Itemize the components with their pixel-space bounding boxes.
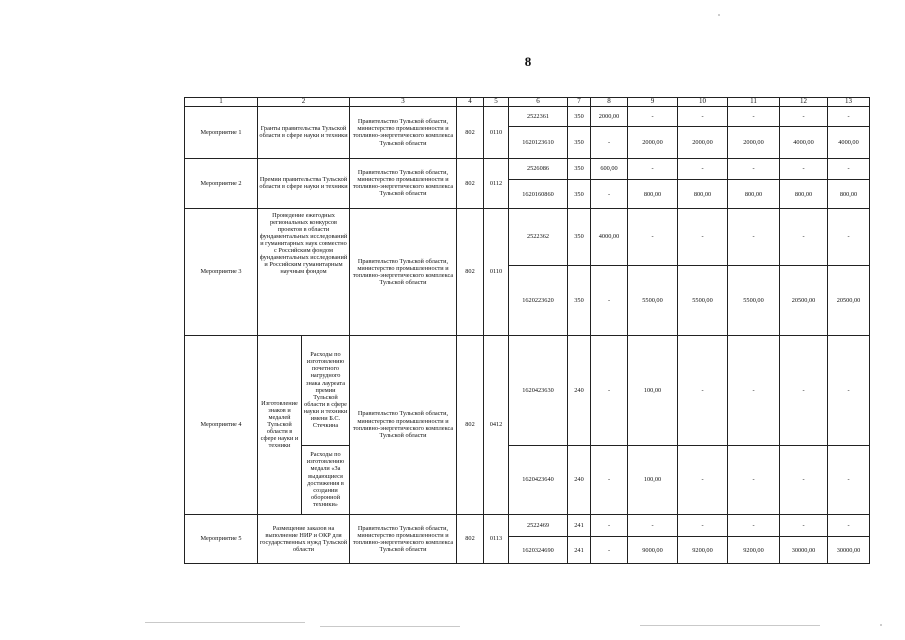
- header-cell: 9: [628, 98, 678, 107]
- header-cell: 11: [728, 98, 780, 107]
- table-row: [185, 158, 870, 180]
- code-cell: 2522362: [509, 209, 568, 266]
- event-name: Мероприятие 5: [185, 514, 258, 563]
- scan-artifact: [320, 626, 460, 627]
- value-cell: -: [678, 158, 728, 180]
- type-cell: 350: [568, 265, 591, 335]
- header-cell: 1: [185, 98, 258, 107]
- value-cell: 4000,00: [591, 209, 628, 266]
- value-cell: 600,00: [591, 158, 628, 180]
- header-cell: 10: [678, 98, 728, 107]
- col4-value: 802: [457, 209, 484, 336]
- event-subitem: Расходы по изготовлению медали «За выдающиеся достижения в создании оборонной техники»: [302, 445, 350, 514]
- budget-table: [184, 97, 870, 564]
- value-cell: 2000,00: [728, 126, 780, 158]
- event-name: Мероприятие 4: [185, 335, 258, 514]
- header-cell: 6: [509, 98, 568, 107]
- col5-value: 0110: [484, 209, 509, 336]
- value-cell: -: [828, 335, 870, 445]
- header-cell: 5: [484, 98, 509, 107]
- value-cell: -: [591, 537, 628, 564]
- code-cell: 1620324690: [509, 537, 568, 564]
- event-subitem: Расходы по изготовлению почетного нагрудного знака лауреата премии Тульской области в сфере науки и техники имени Б.С. Стечкина: [302, 335, 350, 445]
- value-cell: 4000,00: [828, 126, 870, 158]
- value-cell: 4000,00: [780, 126, 828, 158]
- value-cell: -: [728, 335, 780, 445]
- value-cell: 20500,00: [828, 265, 870, 335]
- value-cell: 800,00: [678, 180, 728, 209]
- value-cell: -: [780, 514, 828, 537]
- header-cell: 13: [828, 98, 870, 107]
- header-cell: 2: [258, 98, 350, 107]
- value-cell: -: [780, 158, 828, 180]
- executor: Правительство Тульской области, министерство промышленности и топливно-энергетического комплекса Тульской области: [350, 107, 457, 158]
- col4-value: 802: [457, 158, 484, 208]
- value-cell: -: [628, 209, 678, 266]
- event-name: Мероприятие 1: [185, 107, 258, 158]
- value-cell: 5500,00: [728, 265, 780, 335]
- value-cell: -: [591, 445, 628, 514]
- code-cell: 2526086: [509, 158, 568, 180]
- code-cell: 1620423630: [509, 335, 568, 445]
- event-description: Проведение ежегодных региональных конкурсов проектов в области фундаментальных исследований и гуманитарных наук совместно с Российским фондом фундаментальных исследований и Российским гуманитарным научным фондом: [258, 209, 350, 336]
- type-cell: 241: [568, 514, 591, 537]
- event-description: Размещение заказов на выполнение НИР и ОКР для государственных нужд Тульской области: [258, 514, 350, 563]
- table-row: [185, 107, 870, 127]
- value-cell: 2000,00: [628, 126, 678, 158]
- value-cell: 100,00: [628, 445, 678, 514]
- value-cell: -: [591, 514, 628, 537]
- table-row: [185, 514, 870, 537]
- value-cell: -: [728, 209, 780, 266]
- executor: Правительство Тульской области, министерство промышленности и топливно-энергетического комплекса Тульской области: [350, 335, 457, 514]
- code-cell: 2522469: [509, 514, 568, 537]
- header-cell: 3: [350, 98, 457, 107]
- value-cell: -: [728, 107, 780, 127]
- value-cell: 30000,00: [828, 537, 870, 564]
- value-cell: 5500,00: [628, 265, 678, 335]
- event-name: Мероприятие 2: [185, 158, 258, 208]
- scan-artifact: [880, 624, 882, 626]
- code-cell: 1620223620: [509, 265, 568, 335]
- value-cell: 9200,00: [678, 537, 728, 564]
- value-cell: 800,00: [780, 180, 828, 209]
- value-cell: -: [828, 514, 870, 537]
- event-description: Изготовление знаков и медалей Тульской области в сфере науки и техники: [258, 335, 302, 514]
- col4-value: 802: [457, 335, 484, 514]
- type-cell: 350: [568, 126, 591, 158]
- value-cell: 30000,00: [780, 537, 828, 564]
- code-cell: 1620423640: [509, 445, 568, 514]
- table-row: [185, 209, 870, 266]
- header-cell: 8: [591, 98, 628, 107]
- value-cell: 9000,00: [628, 537, 678, 564]
- type-cell: 240: [568, 445, 591, 514]
- col5-value: 0110: [484, 107, 509, 158]
- header-cell: 12: [780, 98, 828, 107]
- value-cell: 800,00: [628, 180, 678, 209]
- type-cell: 350: [568, 158, 591, 180]
- value-cell: 800,00: [828, 180, 870, 209]
- value-cell: 100,00: [628, 335, 678, 445]
- code-cell: 1620123610: [509, 126, 568, 158]
- value-cell: -: [591, 180, 628, 209]
- executor: Правительство Тульской области, министерство промышленности и топливно-энергетического комплекса Тульской области: [350, 514, 457, 563]
- value-cell: -: [678, 107, 728, 127]
- event-name: Мероприятие 3: [185, 209, 258, 336]
- value-cell: -: [591, 126, 628, 158]
- value-cell: -: [591, 335, 628, 445]
- value-cell: -: [678, 209, 728, 266]
- header-row: [185, 98, 870, 107]
- event-description: Премии правительства Тульской области в сфере науки и техники: [258, 158, 350, 208]
- scan-artifact: [640, 625, 820, 626]
- value-cell: -: [678, 514, 728, 537]
- col5-value: 0112: [484, 158, 509, 208]
- value-cell: -: [780, 209, 828, 266]
- table-row: [185, 335, 870, 445]
- value-cell: -: [678, 335, 728, 445]
- header-cell: 7: [568, 98, 591, 107]
- value-cell: -: [678, 445, 728, 514]
- executor: Правительство Тульской области, министерство промышленности и топливно-энергетического комплекса Тульской области: [350, 158, 457, 208]
- value-cell: 800,00: [728, 180, 780, 209]
- value-cell: -: [628, 514, 678, 537]
- code-cell: 2522361: [509, 107, 568, 127]
- value-cell: -: [780, 335, 828, 445]
- value-cell: -: [728, 514, 780, 537]
- page-number: 8: [524, 54, 532, 69]
- value-cell: -: [728, 445, 780, 514]
- col5-value: 0113: [484, 514, 509, 563]
- scan-artifact: [145, 622, 305, 623]
- value-cell: -: [728, 158, 780, 180]
- value-cell: -: [628, 107, 678, 127]
- value-cell: 2000,00: [678, 126, 728, 158]
- code-cell: 1620160860: [509, 180, 568, 209]
- type-cell: 241: [568, 537, 591, 564]
- value-cell: -: [780, 445, 828, 514]
- type-cell: 240: [568, 335, 591, 445]
- value-cell: -: [628, 158, 678, 180]
- header-cell: 4: [457, 98, 484, 107]
- type-cell: 350: [568, 107, 591, 127]
- value-cell: -: [828, 107, 870, 127]
- value-cell: 20500,00: [780, 265, 828, 335]
- col5-value: 0412: [484, 335, 509, 514]
- value-cell: -: [828, 158, 870, 180]
- col4-value: 802: [457, 514, 484, 563]
- value-cell: -: [828, 445, 870, 514]
- type-cell: 350: [568, 209, 591, 266]
- col4-value: 802: [457, 107, 484, 158]
- value-cell: 9200,00: [728, 537, 780, 564]
- value-cell: 5500,00: [678, 265, 728, 335]
- scan-artifact: [718, 14, 720, 16]
- executor: Правительство Тульской области, министерство промышленности и топливно-энергетического комплекса Тульской области: [350, 209, 457, 336]
- type-cell: 350: [568, 180, 591, 209]
- value-cell: -: [780, 107, 828, 127]
- event-description: Гранты правительства Тульской области в сфере науки и техники: [258, 107, 350, 158]
- value-cell: -: [828, 209, 870, 266]
- value-cell: 2000,00: [591, 107, 628, 127]
- value-cell: -: [591, 265, 628, 335]
